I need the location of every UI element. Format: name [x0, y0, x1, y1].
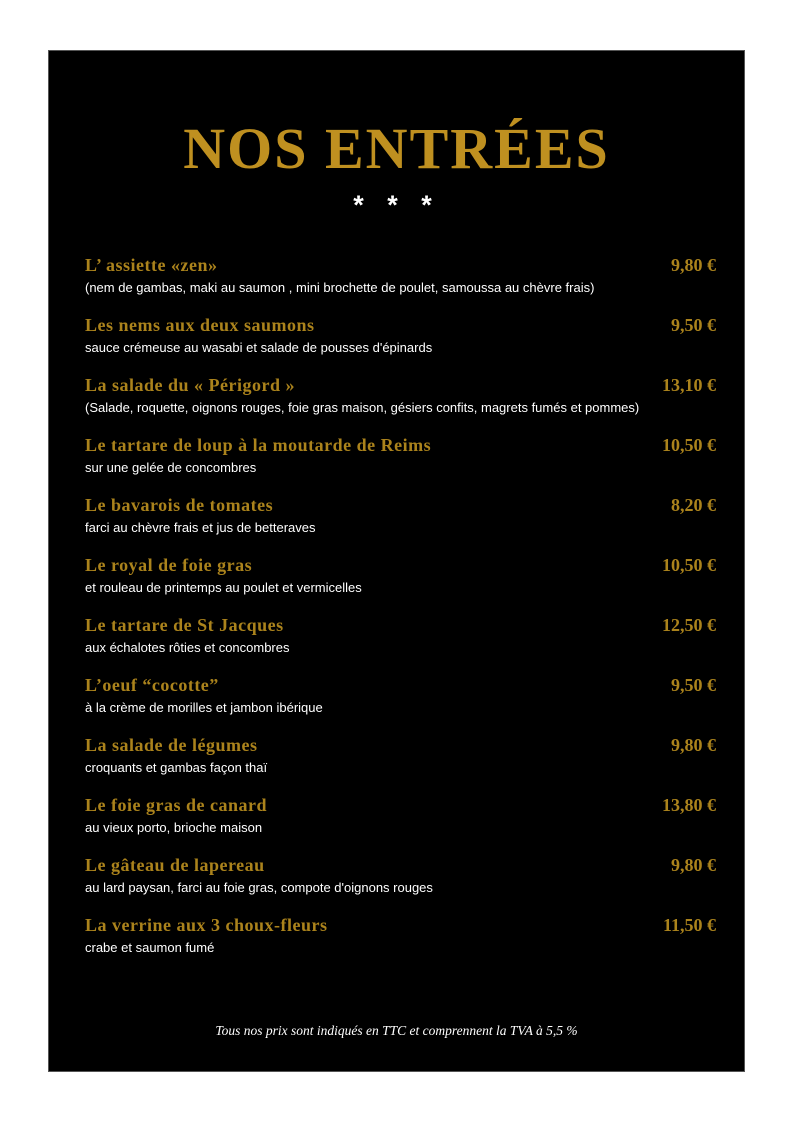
- divider-stars: * * *: [353, 189, 440, 220]
- item-price: 11,50 €: [662, 914, 716, 935]
- item-description: et rouleau de printemps au poulet et vermicelles: [85, 579, 362, 595]
- menu-item: [85, 313, 716, 356]
- item-row: [85, 493, 716, 517]
- item-description: (Salade, roquette, oignons rouges, foie gras maison, gésiers confits, magrets fumés et pommes): [85, 399, 640, 415]
- item-description: sauce crémeuse au wasabi et salade de pousses d'épinards: [85, 339, 433, 355]
- item-name: Le tartare de St Jacques: [85, 614, 284, 635]
- item-row: [85, 373, 716, 397]
- item-price: 9,50 €: [671, 674, 716, 695]
- item-row: [85, 553, 716, 577]
- item-description: (nem de gambas, maki au saumon , mini brochette de poulet, samoussa au chèvre frais): [85, 279, 595, 295]
- menu-item: [85, 853, 716, 896]
- footer-note: Tous nos prix sont indiqués en TTC et comprennent la TVA à 5,5 %: [215, 1023, 578, 1038]
- menu-item: [85, 493, 716, 536]
- item-description: crabe et saumon fumé: [85, 939, 215, 955]
- item-price: 10,50 €: [662, 434, 716, 455]
- item-price: 9,80 €: [671, 734, 716, 755]
- item-row: [85, 313, 716, 337]
- item-name: L’ assiette «zen»: [85, 254, 218, 275]
- item-row: [85, 733, 716, 757]
- item-name: La salade de légumes: [85, 734, 258, 755]
- menu-board: [48, 50, 745, 1072]
- item-row: [85, 913, 716, 937]
- item-price: 13,10 €: [662, 374, 716, 395]
- item-row: [85, 253, 716, 277]
- item-price: 13,80 €: [662, 794, 716, 815]
- item-description: croquants et gambas façon thaï: [85, 759, 268, 775]
- menu-item: [85, 733, 716, 776]
- item-row: [85, 793, 716, 817]
- menu-item: [85, 553, 716, 596]
- item-name: Le royal de foie gras: [85, 554, 253, 575]
- item-price: 12,50 €: [662, 614, 716, 635]
- item-price: 9,80 €: [671, 254, 716, 275]
- item-name: La salade du « Périgord »: [85, 374, 296, 395]
- item-name: L’oeuf “cocotte”: [85, 674, 219, 695]
- item-price: 9,80 €: [671, 854, 716, 875]
- item-description: au vieux porto, brioche maison: [85, 819, 263, 835]
- menu-item: [85, 793, 716, 836]
- page-title: NOS ENTRÉES: [183, 116, 610, 181]
- menu-item: [85, 673, 716, 716]
- item-row: [85, 853, 716, 877]
- item-description: à la crème de morilles et jambon ibérique: [85, 699, 323, 715]
- item-price: 10,50 €: [662, 554, 716, 575]
- item-row: [85, 613, 716, 637]
- item-row: [85, 433, 716, 457]
- item-price: 9,50 €: [671, 314, 716, 335]
- menu-item: [85, 373, 716, 416]
- item-name: Les nems aux deux saumons: [85, 314, 315, 335]
- item-description: farci au chèvre frais et jus de betteraves: [85, 519, 316, 535]
- item-name: Le tartare de loup à la moutarde de Reims: [85, 434, 432, 455]
- menu-items: [49, 253, 744, 956]
- menu-item: [85, 433, 716, 476]
- item-name: La verrine aux 3 choux-fleurs: [85, 914, 328, 935]
- menu-item: [85, 613, 716, 656]
- item-description: au lard paysan, farci au foie gras, compote d'oignons rouges: [85, 879, 433, 895]
- item-row: [85, 673, 716, 697]
- item-price: 8,20 €: [671, 494, 716, 515]
- menu-item: [85, 253, 716, 296]
- item-description: aux échalotes rôties et concombres: [85, 639, 290, 655]
- item-name: Le bavarois de tomates: [85, 494, 274, 515]
- item-name: Le gâteau de lapereau: [85, 854, 265, 875]
- item-name: Le foie gras de canard: [85, 794, 267, 815]
- menu-item: [85, 913, 716, 956]
- item-description: sur une gelée de concombres: [85, 459, 257, 475]
